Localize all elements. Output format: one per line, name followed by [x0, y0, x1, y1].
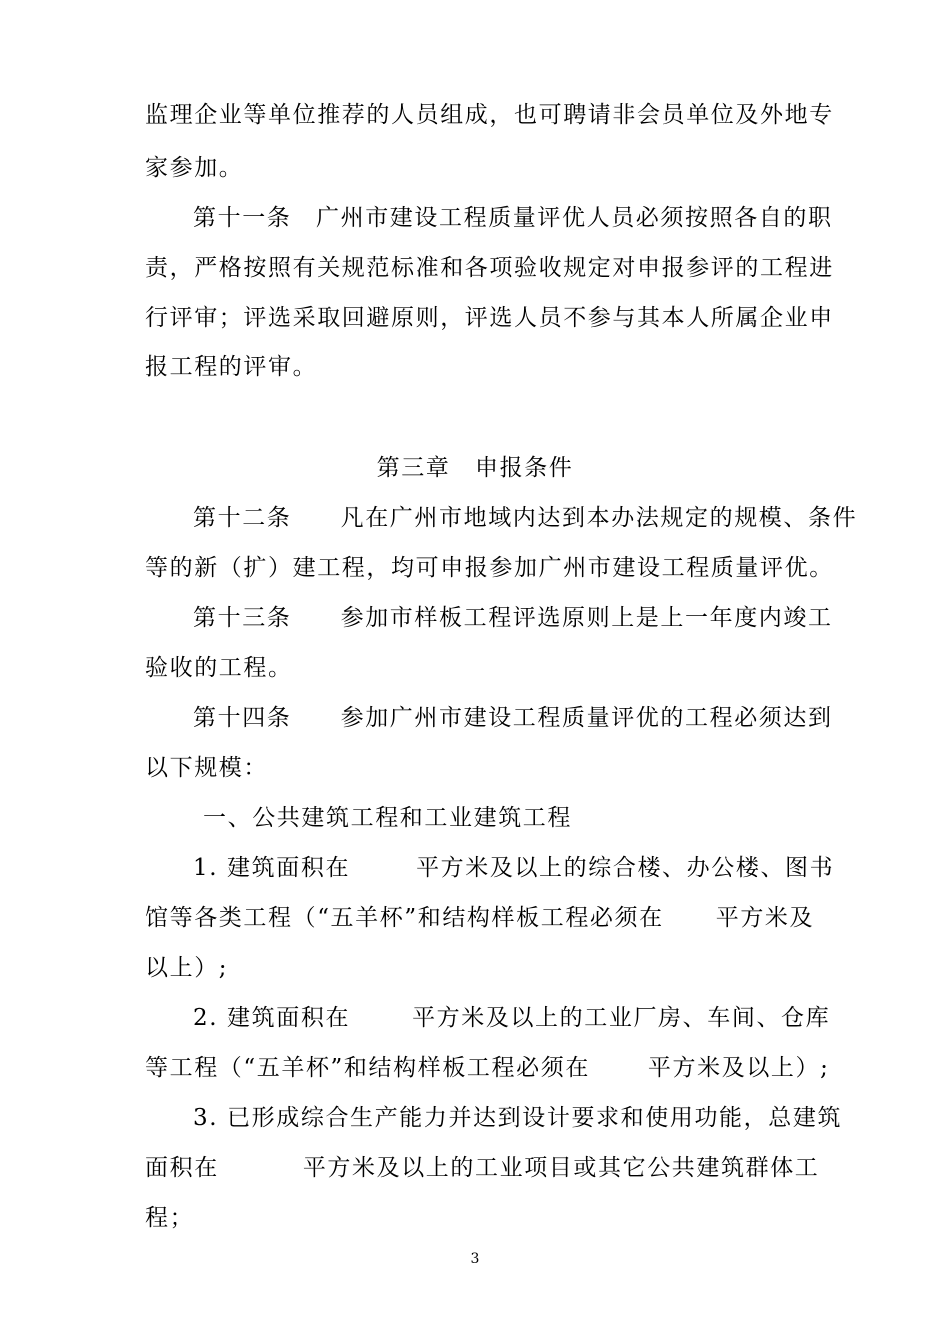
item-1-line-2: [145, 903, 825, 933]
item-2-line-1: [193, 1003, 831, 1033]
item-3-line-3: 程；: [145, 1205, 195, 1231]
article-14: 第十四条 参加广州市建设工程质量评优的工程必须达到: [193, 705, 833, 731]
item-1-text: 平方米及: [715, 905, 815, 931]
text-line: 以下规模：: [145, 755, 268, 781]
text-line: 等的新（扩）建工程，均可申报参加广州市建设工程质量评优。: [145, 555, 834, 581]
item-1-label: 1. 建筑面积在: [193, 855, 351, 881]
text-line: 报工程的评审。: [145, 354, 318, 380]
item-3-text: 面积在: [145, 1155, 219, 1181]
text-line: 验收的工程。: [145, 655, 293, 681]
item-1-line-1: [193, 853, 835, 883]
item-3-text: 平方米及以上的工业项目或其它公共建筑群体工: [302, 1155, 820, 1181]
item-1-text: 平方米及以上的综合楼、办公楼、图书: [416, 855, 835, 881]
text-line: 责，严格按照有关规范标准和各项验收规定对申报参评的工程进: [145, 255, 834, 281]
item-3-line-1: 3. 已形成综合生产能力并达到设计要求和使用功能，总建筑: [193, 1105, 843, 1131]
item-2-line-2: [145, 1053, 830, 1083]
item-3-line-2: [145, 1153, 825, 1183]
page-number: 3: [470, 1251, 480, 1267]
item-2-text: 等工程（“五羊杯”和结构样板工程必须在: [145, 1055, 590, 1081]
item-1-text: 馆等各类工程（“五羊杯”和结构样板工程必须在: [145, 905, 664, 931]
item-2-label: 2. 建筑面积在: [193, 1005, 351, 1031]
article-12: 第十二条 凡在广州市地域内达到本办法规定的规模、条件: [193, 505, 858, 531]
text-line: 行评审；评选采取回避原则，评选人员不参与其本人所属企业申: [145, 305, 834, 331]
item-1-line-3: 以上）;: [145, 955, 229, 981]
chapter-heading: 第三章 申报条件: [376, 455, 574, 481]
item-2-text: 平方米及以上的工业厂房、车间、仓库: [412, 1005, 831, 1031]
item-2-text: 平方米及以上）;: [647, 1055, 830, 1081]
text-line: 家参加。: [145, 155, 244, 181]
article-13: 第十三条 参加市样板工程评选原则上是上一年度内竣工: [193, 605, 833, 631]
text-line: 监理企业等单位推荐的人员组成，也可聘请非会员单位及外地专: [145, 102, 834, 128]
article-11: 第十一条 广州市建设工程质量评优人员必须按照各自的职: [193, 205, 833, 231]
section-heading: 一、公共建筑工程和工业建筑工程: [203, 805, 572, 831]
